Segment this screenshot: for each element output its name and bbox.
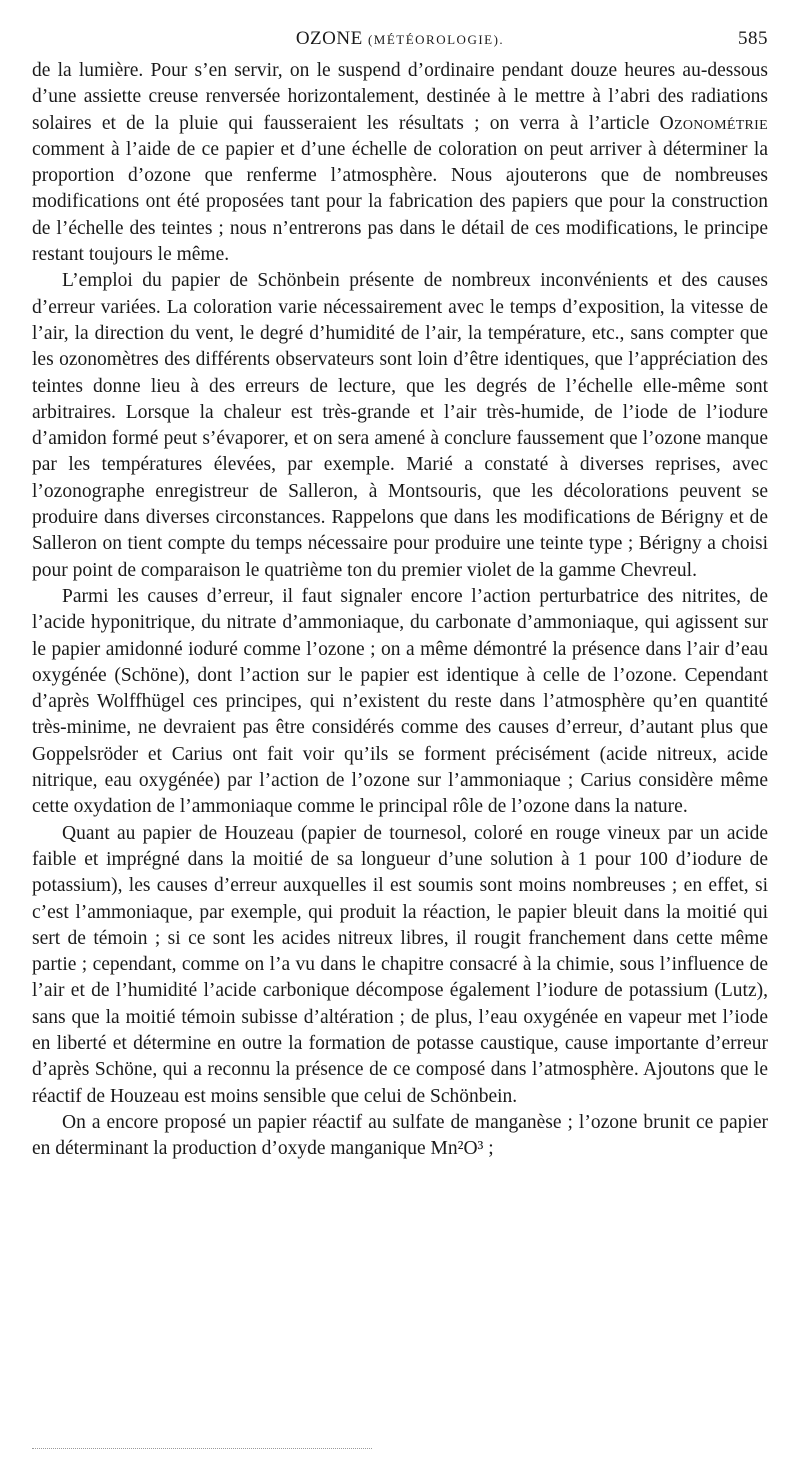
paragraph-1-part-2: comment à l’aide de ce papier et d’une échelle de coloration on peut arriver à déterminer la proportion d’ozone que renferme l’atmosphère. Nous ajouterons que de nombreuses modifications ont été proposées tant pour la fabrication des papiers que pour la construction de l’échelle des teintes ; nous n’entrerons pas dans le détail de ces modifications, le principe restant toujours le même.	[32, 138, 768, 266]
cross-reference-ozonometrie: Ozonométrie	[659, 112, 768, 134]
paragraph-1-part-1: de la lumière. Pour s’en servir, on le suspend d’ordinaire pendant douze heures au-dessous d’une assiette creuse renversée horizontalement, destinée à le mettre à l’abri des radiations solaires et de la pluie qui fausseraient les résultats ; on verra à l’article	[32, 60, 768, 134]
paragraph-1	[32, 58, 768, 268]
paragraph-3: Parmi les causes d’erreur, il faut signaler encore l’action perturbatrice des nitrites, de l’acide hyponitrique, du nitrate d’ammoniaque, du carbonate d’ammoniaque, qui agissent sur le papier amidonné ioduré comme l’ozone ; on a même démontré la présence dans l’air d’eau oxygénée (Schöne), dont l’action sur le papier est identique à celle de l’ozone. Cependant d’après Wolffhügel ces principes, qui n’existent du reste dans l’atmosphère qu’en quantité très-minime, ne devraient pas être considérés comme des causes d’erreur, d’autant plus que Goppelsröder et Carius ont fait voir qu’ils se forment précisément (acide nitreux, acide nitrique, eau oxygénée) par l’action de l’ozone sur l’ammoniaque ; Carius considère même cette oxydation de l’ammoniaque comme le principal rôle de l’ozone dans la nature.	[32, 585, 768, 818]
document-page	[32, 28, 768, 1162]
paragraph-4: Quant au papier de Houzeau (papier de tournesol, coloré en rouge vineux par un acide faible et imprégné dans la moitié de sa longueur d’une solution à 1 pour 100 d’iodure de potassium), les causes d’erreur auxquelles il est soumis sont moins nombreuses ; en effet, si c’est l’ammoniaque, par exemple, qui produit la réaction, le papier bleuit dans la moitié qui sert de témoin ; si ce sont les acides nitreux libres, il rougit franchement dans cette même partie ; cependant, comme on l’a vu dans le chapitre consacré à la chimie, sous l’influence de l’air et de l’humidité l’acide carbonique décompose également l’iodure de potassium (Lutz), sans que la moitié témoin subisse d’altération ; de plus, l’eau oxygénée en vapeur met l’iode en liberté et détermine en outre la formation de potasse caustique, cause importante d’erreur d’après Schöne, qui a reconnu la présence de ce composé dans l’atmosphère. Ajoutons que le réactif de Houzeau est moins sensible que celui de Schönbein.	[32, 822, 768, 1107]
bottom-dotted-rule	[32, 1448, 372, 1449]
running-title-main: OZONE	[295, 28, 363, 49]
running-title	[32, 28, 768, 50]
paragraph-2: L’emploi du papier de Schönbein présente de nombreux inconvénients et des causes d’erreur variées. La coloration varie nécessairement avec le temps d’exposition, la vitesse de l’air, la direction du vent, le degré d’humidité de l’air, la température, etc., sans compter que les ozonomètres des différents observateurs sont loin d’être identiques, que l’appréciation des teintes donne lieu à des erreurs de lecture, que les degrés de l’échelle elle-même sont arbitraires. Lorsque la chaleur est très-grande et l’air très-humide, de l’iode de l’iodure d’amidon formé peut s’évaporer, et on sera amené à conclure faussement que l’ozone manque par les températures élevées, par exemple. Marié a constaté à diverses reprises, avec l’ozonographe enregistreur de Salleron, à Montsouris, que les décolorations peuvent se produire dans diverses circonstances. Rappelons que dans les modifications de Bérigny et de Salleron on tient compte du temps nécessaire pour produire une teinte type ; Bérigny a choisi pour point de comparaison le quatrième ton du premier violet de la gamme Chevreul.	[32, 270, 768, 581]
running-header	[32, 28, 768, 58]
running-title-sub: (MÉTÉOROLOGIE).	[367, 32, 505, 47]
body-text	[32, 58, 768, 1162]
paragraph-5: On a encore proposé un papier réactif au sulfate de manganèse ; l’ozone brunit ce papier en déterminant la production d’oxyde manganique Mn²O³ ;	[32, 1111, 768, 1160]
page-number: 585	[738, 28, 768, 49]
